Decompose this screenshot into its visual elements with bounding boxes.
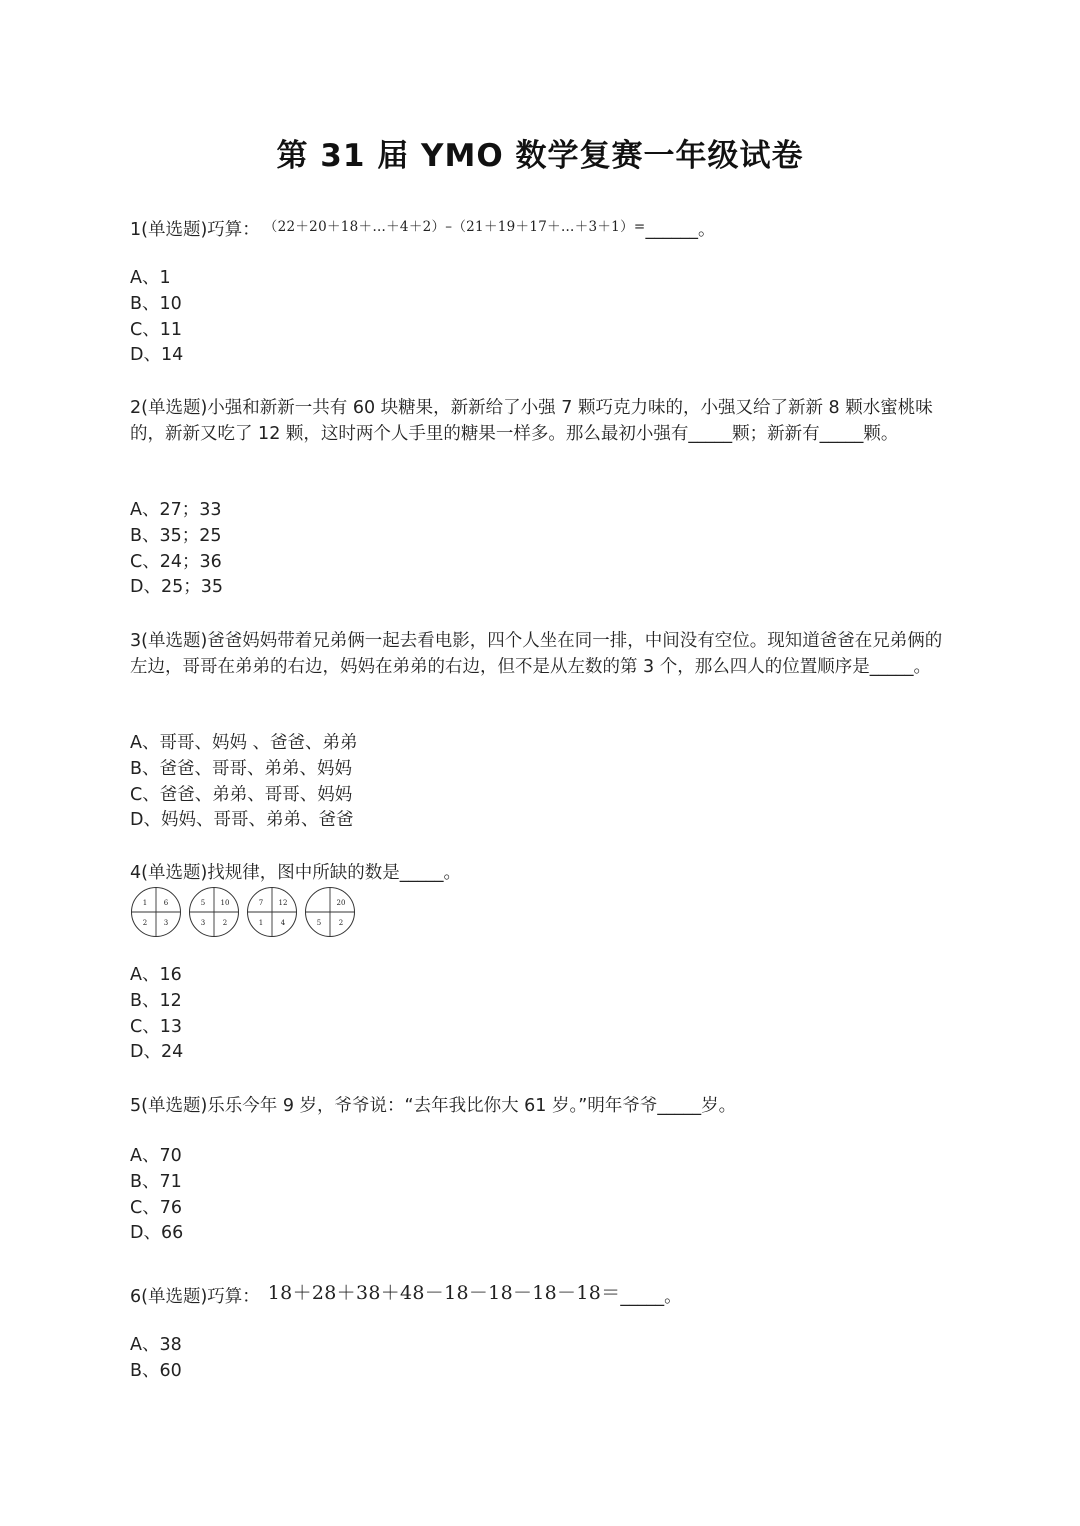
option-d: D、妈妈、哥哥、弟弟、爸爸 [130,810,354,831]
option-d: D、14 [130,345,184,366]
question-5 [130,1093,950,1119]
question-4-stem: 4(单选题)找规律，图中所缺的数是_____。 [130,863,462,883]
circle-3-top-right: 12 [278,899,288,907]
option-a: A、哥哥、妈妈 、爸爸、弟弟 [130,733,358,753]
question-3-options [130,731,358,834]
circle-3 [248,888,297,937]
pattern-circles [130,886,370,938]
question-2-stem: 2(单选题)小强和新新一共有 60 块糖果，新新给了小强 7 颗巧克力味的，小强又给了新新 8 颗水蜜桃味的，新新又吃了 12 颗，这时两个人手里的糖果一样多。那么最初小强有_____颗；新新有_____颗。 [130,398,933,444]
question-6-formula: 18＋28＋38＋48－18－18－18－18＝ [267,1282,621,1304]
option-b: B、71 [130,1171,182,1192]
circle-2-top-left: 5 [200,899,206,907]
circle-4 [306,888,355,937]
question-3-stem: 3(单选题)爸爸妈妈带着兄弟俩一起去看电影，四个人坐在同一排，中间没有空位。现知道爸爸在兄弟俩的左边，哥哥在弟弟的右边，妈妈在弟弟的右边，但不是从左数的第 3 个，那么四人的位置顺序是_____。 [130,631,943,677]
option-a: A、27；33 [130,500,222,520]
question-6-options [130,1333,182,1385]
question-1 [130,214,950,243]
option-a: A、1 [130,268,171,288]
option-b: B、爸爸、哥哥、弟弟、妈妈 [130,758,353,779]
circle-3-bottom-right: 4 [280,919,286,927]
circle-2-bottom-left: 3 [200,919,206,927]
option-b: B、60 [130,1360,182,1381]
circle-1 [132,888,181,937]
question-4 [130,860,950,886]
option-b: B、12 [130,990,182,1011]
circle-4-bottom-left: 5 [316,919,322,927]
question-6-blank: _____。 [620,1287,682,1307]
circle-2-bottom-right: 2 [222,919,228,927]
circle-4-top-right: 20 [336,899,346,907]
option-a: A、38 [130,1335,182,1355]
option-d: D、66 [130,1223,184,1244]
option-c: C、76 [130,1197,182,1218]
option-b: B、10 [130,293,182,314]
option-c: C、13 [130,1016,182,1037]
circle-4-bottom-right: 2 [338,919,344,927]
option-d: D、25；35 [130,577,224,598]
option-b: B、35；25 [130,525,222,546]
option-a: A、16 [130,965,182,985]
question-2 [130,395,950,447]
circle-3-top-left: 7 [258,899,264,907]
option-c: C、24；36 [130,551,222,572]
question-3 [130,628,950,680]
circle-2 [190,888,239,937]
question-1-options [130,266,183,369]
question-6-stem: 6(单选题)巧算： [130,1287,260,1307]
option-d: D、24 [130,1042,184,1063]
question-1-blank: ______。 [645,220,716,240]
question-4-options [130,963,183,1066]
question-5-stem: 5(单选题)乐乐今年 9 岁，爷爷说：“去年我比你大 61 岁。”明年爷爷_____岁。 [130,1096,737,1116]
question-1-formula: （22＋20＋18＋…＋4＋2）–（21＋19＋17＋…＋3＋1）= [263,219,646,235]
option-a: A、70 [130,1146,182,1166]
question-1-stem: 1(单选题)巧算： [130,220,260,240]
option-c: C、11 [130,319,182,340]
circle-2-top-right: 10 [220,899,230,907]
circle-1-top-left: 1 [142,899,148,907]
option-c: C、爸爸、弟弟、哥哥、妈妈 [130,784,353,805]
question-5-options [130,1144,183,1247]
page-title: 第 31 届 YMO 数学复赛一年级试卷 [276,138,804,174]
question-2-options [130,498,223,601]
question-6 [130,1280,950,1310]
circle-1-top-right: 6 [163,899,169,907]
circle-1-bottom-right: 3 [163,919,169,927]
circle-1-bottom-left: 2 [142,919,148,927]
circle-3-bottom-left: 1 [258,919,264,927]
pattern-figure [130,886,370,938]
